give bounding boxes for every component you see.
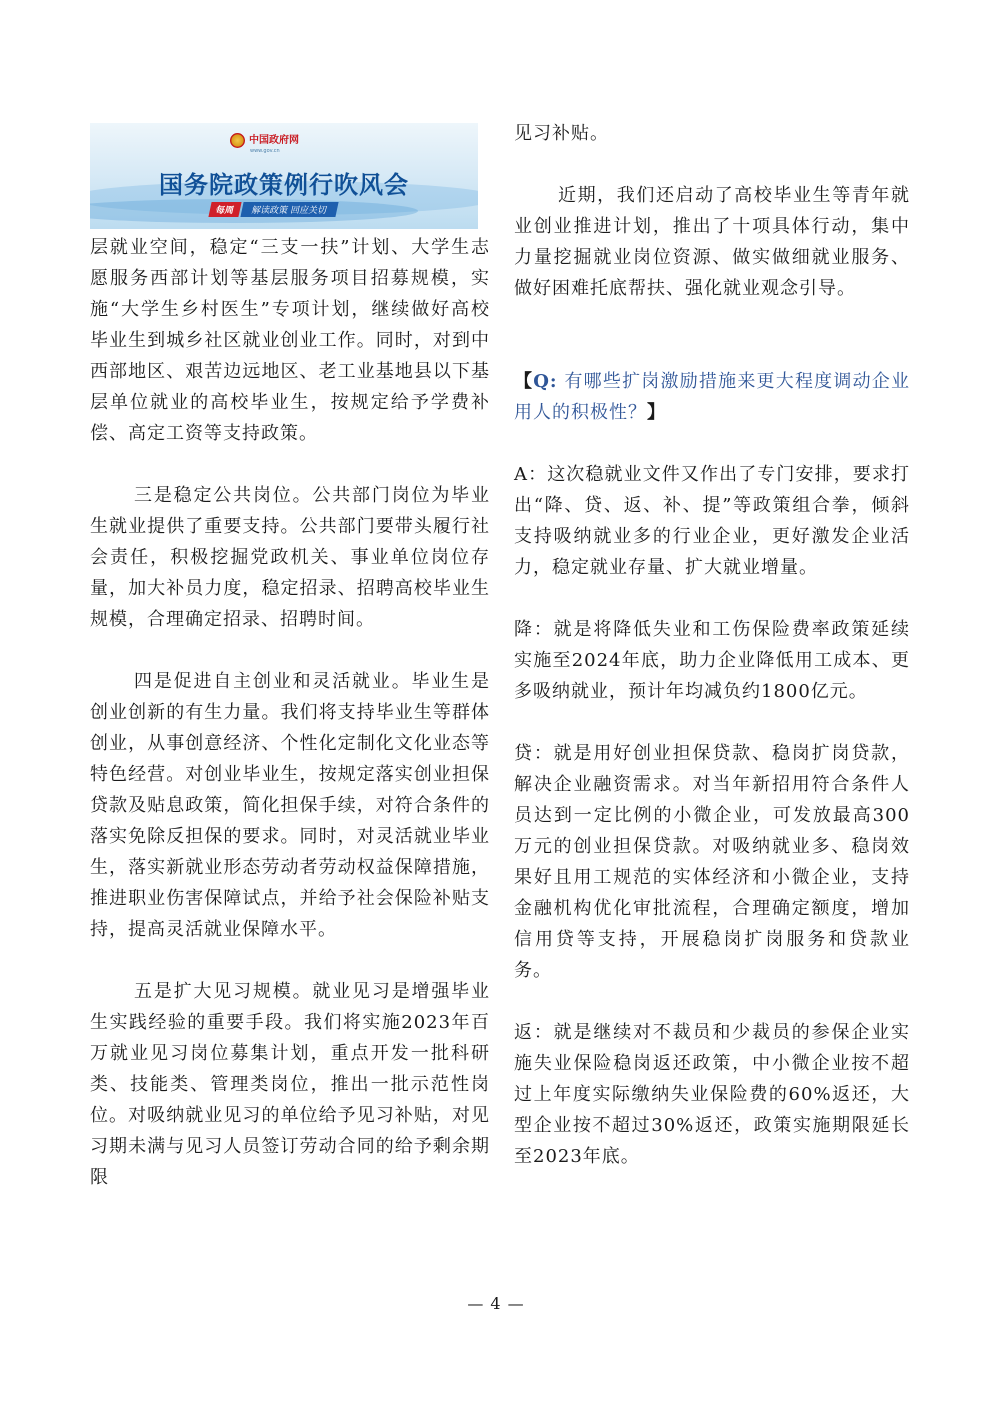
paragraph: 层就业空间，稳定“三支一扶”计划、大学生志愿服务西部计划等基层服务项目招募规模，实施“大学生乡村医生”专项计划，继续做好高校毕业生到城乡社区就业创业工作。同时，对到中西部地区、艰苦边远地区、老工业基地县以下基层单位就业的高校毕业生，按规定给予学费补偿、高定工资等支持政策。	[90, 237, 490, 444]
gov-logo	[230, 133, 299, 148]
briefing-banner	[90, 123, 478, 229]
left-column	[90, 232, 490, 1193]
national-emblem-icon	[230, 133, 245, 148]
paragraph-jiang: 降：就是将降低失业和工伤保险费率政策延续实施至2024年底，助力企业降低用工成本、更多吸纳就业，预计年均减负约1800亿元。	[514, 619, 910, 702]
banner-tags	[210, 202, 337, 217]
right-column	[514, 118, 910, 1172]
paragraph: 见习补贴。	[514, 123, 609, 144]
banner-title: 国务院政策例行吹风会	[159, 171, 409, 199]
logo-url: www.gov.cn	[250, 148, 280, 154]
question-text: 有哪些扩岗激励措施来更大程度调动企业用人的积极性？	[514, 371, 910, 423]
page-number: — 4 —	[467, 1294, 525, 1313]
slogan-tag: 解读政策 回应关切	[240, 202, 338, 217]
question-heading: 【Q: 有哪些扩岗激励措施来更大程度调动企业用人的积极性？】	[514, 371, 910, 423]
paragraph: 四是促进自主创业和灵活就业。毕业生是创业创新的有生力量。我们将支持毕业生等群体创业，从事创意经济、个性化定制化文化业态等特色经营。对创业毕业生，按规定落实创业担保贷款及贴息政策，简化担保手续，对符合条件的落实免除反担保的要求。同时，对灵活就业毕业生，落实新就业形态劳动者劳动权益保障措施，推进职业伤害保障试点，并给予社会保险补贴支持，提高灵活就业保障水平。	[90, 671, 490, 940]
logo-text: 中国政府网	[249, 134, 299, 146]
paragraph: 五是扩大见习规模。就业见习是增强毕业生实践经验的重要手段。我们将实施2023年百万就业见习岗位募集计划，重点开发一批科研类、技能类、管理类岗位，推出一批示范性岗位。对吸纳就业见习的单位给予见习补贴，对见习期未满与见习人员签订劳动合同的给予剩余期限	[90, 981, 490, 1188]
answer-paragraph: A：这次稳就业文件又作出了专门安排，要求打出“降、贷、返、补、提”等政策组合拳，倾斜支持吸纳就业多的行业企业，更好激发企业活力，稳定就业存量、扩大就业增量。	[514, 464, 910, 578]
weekly-tag: 每周	[208, 202, 241, 217]
paragraph-fan: 返：就是继续对不裁员和少裁员的参保企业实施失业保险稳岗返还政策，中小微企业按不超过上年度实际缴纳失业保险费的60%返还，大型企业按不超过30%返还，政策实施期限延长至2023年底。	[514, 1022, 910, 1167]
paragraph: 近期，我们还启动了高校毕业生等青年就业创业推进计划，推出了十项具体行动，集中力量挖掘就业岗位资源、做实做细就业服务、做好困难托底帮扶、强化就业观念引导。	[514, 185, 910, 299]
paragraph: 三是稳定公共岗位。公共部门岗位为毕业生就业提供了重要支持。公共部门要带头履行社会责任，积极挖掘党政机关、事业单位岗位存量，加大补员力度，稳定招录、招聘高校毕业生规模，合理确定招录、招聘时间。	[90, 485, 490, 630]
paragraph-dai: 贷：就是用好创业担保贷款、稳岗扩岗贷款，解决企业融资需求。对当年新招用符合条件人员达到一定比例的小微企业，可发放最高300万元的创业担保贷款。对吸纳就业多、稳岗效果好且用工规范的实体经济和小微企业，支持金融机构优化审批流程，合理确定额度，增加信用贷等支持，开展稳岗扩岗服务和贷款业务。	[514, 743, 910, 981]
question-label: Q:	[533, 371, 558, 392]
